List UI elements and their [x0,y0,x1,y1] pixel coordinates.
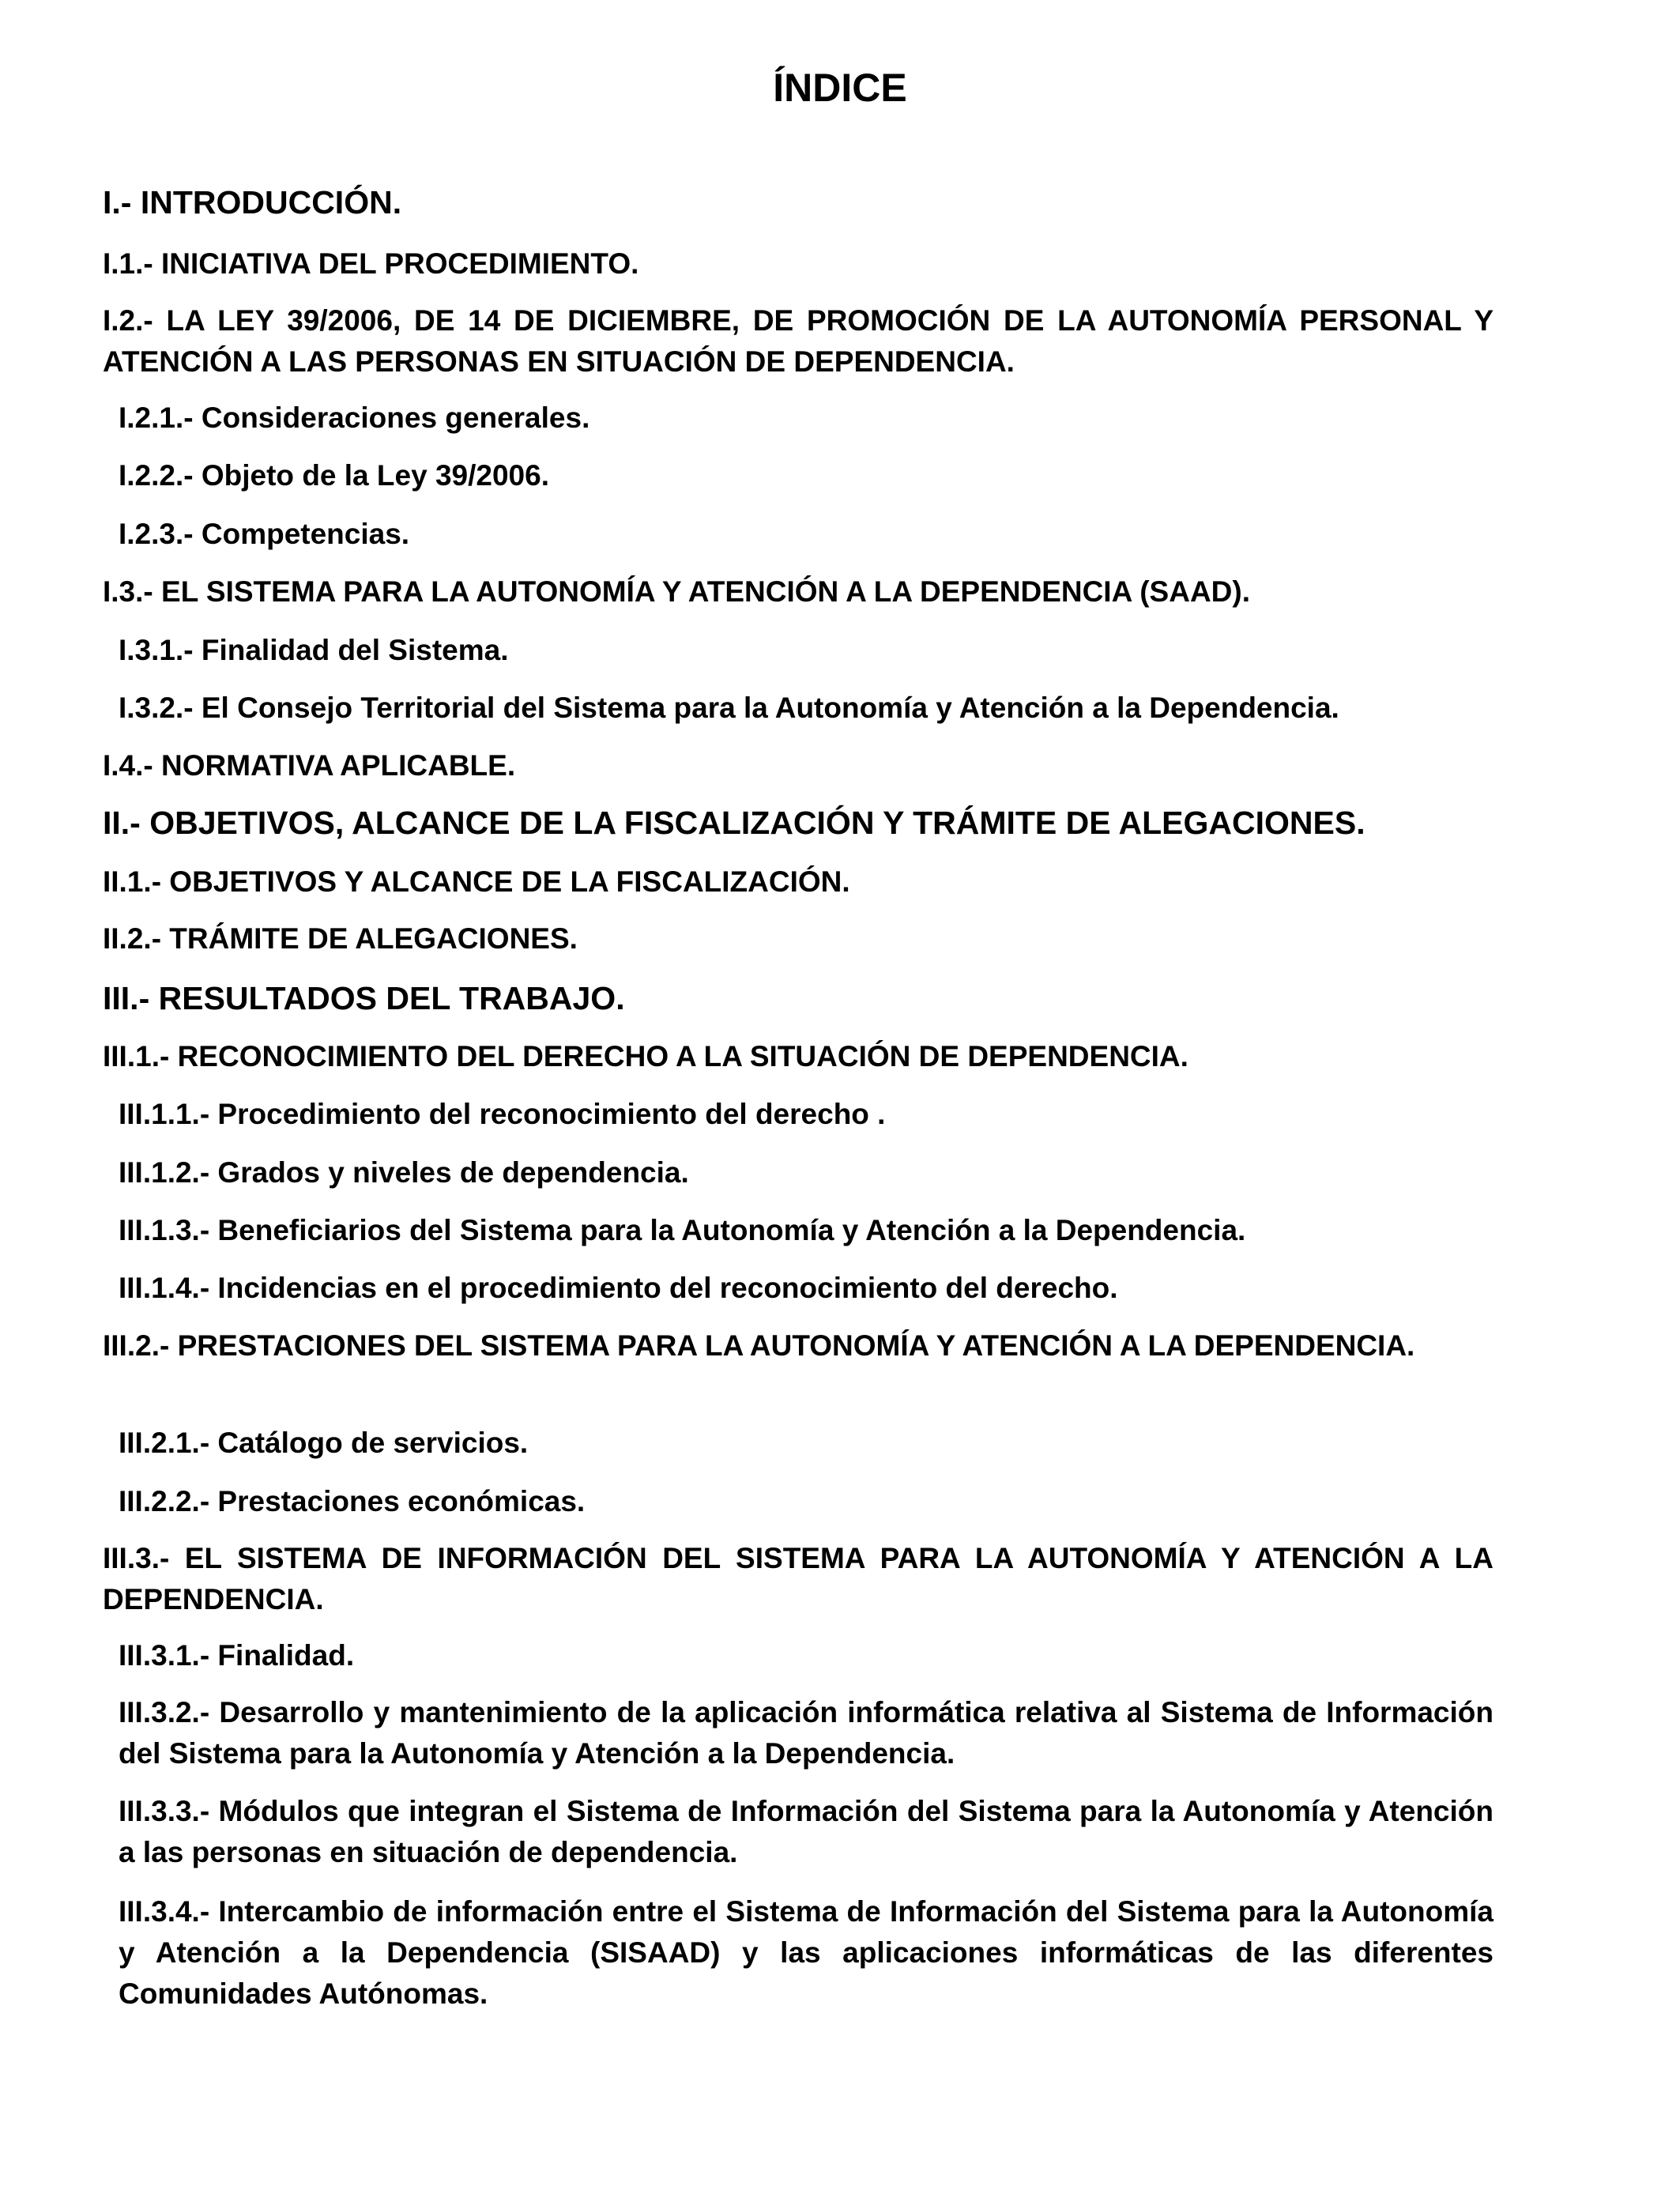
toc-entry-3-3[interactable]: III.3.- EL SISTEMA DE INFORMACIÓN DEL SISTEMA PARA LA AUTONOMÍA Y ATENCIÓN A LA DEPENDENCIA. [103,1542,1494,1615]
toc-entry-3-1-1[interactable]: III.1.1.- Procedimiento del reconocimiento del derecho . [119,1098,886,1130]
toc-entry-3-3-1[interactable]: III.3.1.- Finalidad. [119,1639,355,1672]
toc-entry-section-3[interactable]: III.- RESULTADOS DEL TRABAJO. [103,980,625,1016]
toc-entry-3-1-4[interactable]: III.1.4.- Incidencias en el procedimiento del reconocimiento del derecho. [119,1272,1118,1304]
toc-entry-section-1[interactable]: I.- INTRODUCCIÓN. [103,184,402,221]
toc-entry-3-2-2[interactable]: III.2.2.- Prestaciones económicas. [119,1485,586,1517]
toc-entry-1-2[interactable]: I.2.- LA LEY 39/2006, DE 14 DE DICIEMBRE, DE PROMOCIÓN DE LA AUTONOMÍA PERSONAL Y ATENCIÓN A LAS PERSONAS EN SITUACIÓN DE DEPENDENCIA. [103,304,1494,378]
toc-entry-1-3-1[interactable]: I.3.1.- Finalidad del Sistema. [119,634,509,666]
toc-entry-1-2-2[interactable]: I.2.2.- Objeto de la Ley 39/2006. [119,459,549,492]
toc-entry-section-2[interactable]: II.- OBJETIVOS, ALCANCE DE LA FISCALIZACIÓN Y TRÁMITE DE ALEGACIONES. [103,805,1365,841]
toc-entry-1-4[interactable]: I.4.- NORMATIVA APLICABLE. [103,749,516,782]
toc-entry-2-1[interactable]: II.1.- OBJETIVOS Y ALCANCE DE LA FISCALIZACIÓN. [103,865,850,898]
toc-entry-2-2[interactable]: II.2.- TRÁMITE DE ALEGACIONES. [103,922,578,955]
toc-entry-1-3-2[interactable]: I.3.2.- El Consejo Territorial del Sistema para la Autonomía y Atención a la Dependencia. [119,692,1339,724]
toc-entry-3-3-2[interactable]: III.3.2.- Desarrollo y mantenimiento de la aplicación informática relativa al Sistema de Información del Sistema para la Autonomía y Atención a la Dependencia. [119,1696,1494,1770]
toc-entry-3-1-2[interactable]: III.1.2.- Grados y niveles de dependencia. [119,1156,689,1189]
toc-entry-1-2-3[interactable]: I.2.3.- Competencias. [119,518,410,550]
toc-entry-3-1-3[interactable]: III.1.3.- Beneficiarios del Sistema para la Autonomía y Atención a la Dependencia. [119,1214,1246,1246]
toc-entry-3-3-4[interactable]: III.3.4.- Intercambio de información entre el Sistema de Información del Sistema para la Autonomía y Atención a la Dependencia (SISAAD) y las aplicaciones informáticas de las diferentes Comunidades Autónomas. [119,1895,1494,2010]
toc-entry-3-3-3[interactable]: III.3.3.- Módulos que integran el Sistema de Información del Sistema para la Autonomía y Atención a las personas en situación de dependencia. [119,1795,1494,1868]
toc-entry-1-3[interactable]: I.3.- EL SISTEMA PARA LA AUTONOMÍA Y ATENCIÓN A LA DEPENDENCIA (SAAD). [103,575,1250,608]
page-title: ÍNDICE [773,65,907,110]
toc-entry-3-2-1[interactable]: III.2.1.- Catálogo de servicios. [119,1427,529,1459]
toc-entry-3-1[interactable]: III.1.- RECONOCIMIENTO DEL DERECHO A LA SITUACIÓN DE DEPENDENCIA. [103,1040,1188,1072]
toc-entry-1-2-1[interactable]: I.2.1.- Consideraciones generales. [119,401,590,434]
toc-entry-1-1[interactable]: I.1.- INICIATIVA DEL PROCEDIMIENTO. [103,247,639,280]
toc-entry-3-2[interactable]: III.2.- PRESTACIONES DEL SISTEMA PARA LA AUTONOMÍA Y ATENCIÓN A LA DEPENDENCIA. [103,1329,1415,1362]
